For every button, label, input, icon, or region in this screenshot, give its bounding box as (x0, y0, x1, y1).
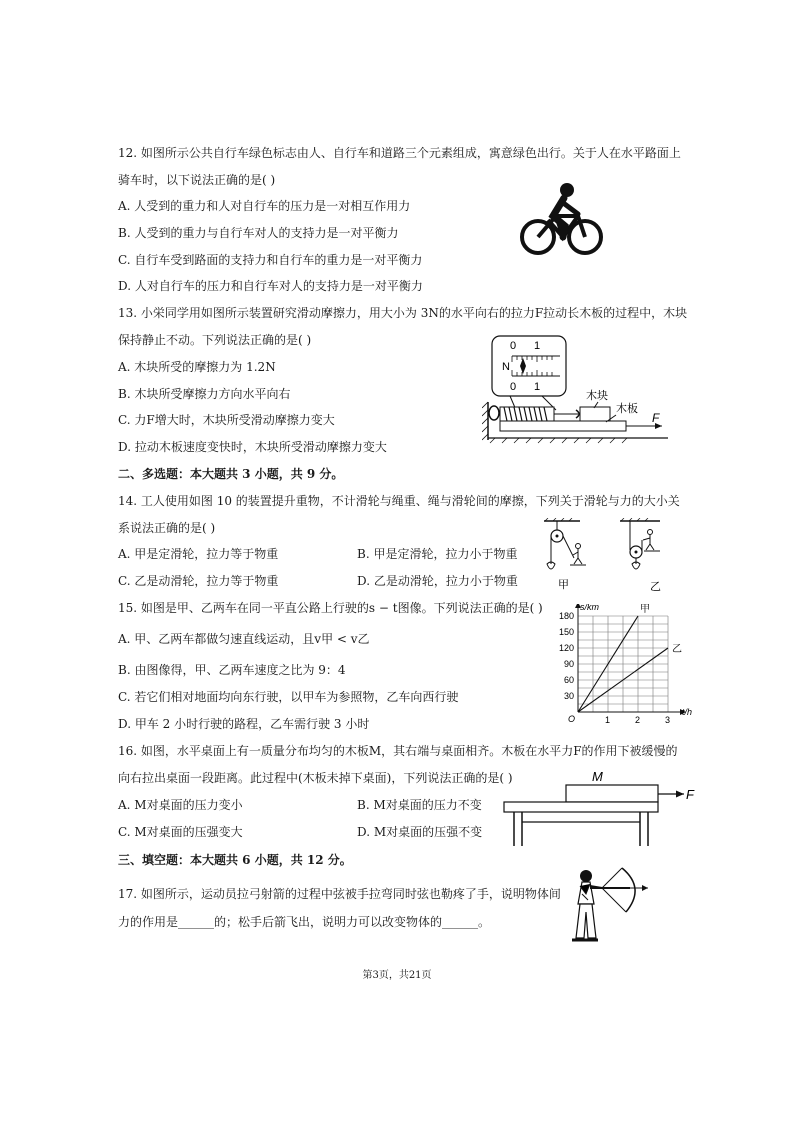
q12-stem-line1: 12. 如图所示公共自行车绿色标志由人、自行车和道路三个元素组成，寓意绿色出行。关于人在水平路面上 (118, 146, 681, 160)
y-tick-label: 120 (558, 643, 574, 653)
section-2-heading: 二、多选题：本大题共 3 小题，共 9 分。 (118, 467, 344, 481)
q12-option-b: B. 人受到的重力与自行车对人的支持力是一对平衡力 (118, 226, 399, 240)
svg-text:0: 0 (510, 381, 517, 393)
page-footer: 第3页，共21页 (362, 970, 432, 981)
q16-stem-line1: 16. 如图，水平桌面上有一质量分布均匀的木板M，其右端与桌面相齐。木板在水平力F的作用下被缓慢的 (118, 744, 678, 758)
series-label-jia: 甲 (640, 604, 650, 615)
q14-option-c: C. 乙是动滑轮，拉力等于物重 (118, 574, 279, 588)
q14-stem-line1: 14. 工人使用如图 10 的装置提升重物，不计滑轮与绳重、绳与滑轮间的摩擦，下列关于滑轮与力的大小关 (118, 494, 680, 508)
q12-option-c: C. 自行车受到路面的支持力和自行车的重力是一对平衡力 (118, 253, 423, 267)
series-label-yi: 乙 (672, 644, 682, 655)
q16-option-a: A. M对桌面的压力变小 (118, 798, 243, 812)
svg-text:0: 0 (510, 340, 517, 352)
svg-text:木块: 木块 (586, 390, 608, 402)
svg-text:乙: 乙 (650, 581, 661, 593)
section-3-heading: 三、填空题：本大题共 6 小题，共 12 分。 (118, 853, 352, 867)
q16-stem-line2: 向右拉出桌面一段距离。此过程中(木板未掉下桌面)，下列说法正确的是( ) (118, 771, 513, 785)
q13-option-c: C. 力F增大时，木块所受滑动摩擦力变大 (118, 413, 335, 427)
svg-text:甲: 甲 (558, 579, 569, 591)
svg-text:木板: 木板 (616, 403, 638, 415)
y-tick-label: 180 (558, 611, 574, 621)
friction-apparatus-figure (482, 332, 672, 447)
svg-text:N: N (502, 361, 510, 373)
y-tick-label: 60 (563, 675, 574, 685)
svg-text:1: 1 (534, 381, 541, 393)
s-t-chart (548, 604, 693, 726)
cyclist-figure (518, 180, 608, 260)
q12-stem-line2: 骑车时，以下说法正确的是( ) (118, 173, 276, 187)
q14-option-a: A. 甲是定滑轮，拉力等于物重 (118, 547, 279, 561)
y-tick-label: 150 (558, 627, 574, 637)
pulley-figure (540, 518, 670, 598)
q14-option-b: B. 甲是定滑轮，拉力小于物重 (357, 547, 518, 561)
y-axis-label: s/km (580, 604, 599, 612)
q12-option-d: D. 人对自行车的压力和自行车对人的支持力是一对平衡力 (118, 279, 423, 293)
q15-option-b: B. 由图像得，甲、乙两车速度之比为 9：4 (118, 663, 346, 677)
archer-figure (560, 864, 650, 944)
chart-tick-labels (559, 611, 670, 725)
q13-stem-line1: 13. 小栄同学用如图所示装置研究滑动摩擦力，用大小为 3N的水平向右的拉力F拉动长木板的过程中，木块 (118, 306, 688, 320)
x-tick-label: 2 (635, 715, 641, 725)
x-axis-label: t/h (682, 707, 693, 717)
q13-option-a: A. 木块所受的摩擦力为 1.2N (118, 360, 276, 374)
q14-stem-line2: 系说法正确的是( ) (118, 521, 216, 535)
q15-stem: 15. 如图是甲、乙两车在同一平直公路上行驶的s − t图像。下列说法正确的是( ) (118, 601, 543, 615)
x-tick-label: 1 (605, 715, 611, 725)
svg-text:F: F (686, 787, 694, 802)
q12-option-a: A. 人受到的重力和人对自行车的压力是一对相互作用力 (118, 199, 411, 213)
q15-option-c: C. 若它们相对地面均向东行驶，以甲车为参照物，乙车向西行驶 (118, 690, 459, 704)
q15-option-d: D. 甲车 2 小时行驶的路程，乙车需行驶 3 小时 (118, 717, 370, 731)
q17-stem-line2: 力的作用是______的；松手后箭飞出，说明力可以改变物体的______。 (118, 915, 491, 929)
y-tick-label: 90 (563, 659, 574, 669)
q16-option-c: C. M对桌面的压强变大 (118, 825, 243, 839)
origin-label: O (568, 714, 576, 724)
q13-option-b: B. 木块所受摩擦力方向水平向右 (118, 387, 291, 401)
chart-grid (578, 616, 668, 712)
q14-option-d: D. 乙是动滑轮，拉力小于物重 (357, 574, 518, 588)
q13-stem-line2: 保持静止不动。下列说法正确的是( ) (118, 333, 312, 347)
svg-text:M: M (592, 769, 603, 784)
q13-option-d: D. 拉动木板速度变快时，木块所受滑动摩擦力变大 (118, 440, 387, 454)
q16-option-b: B. M对桌面的压力不变 (357, 798, 482, 812)
x-tick-label: 3 (665, 715, 671, 725)
y-tick-label: 30 (563, 691, 574, 701)
q17-stem-line1: 17. 如图所示，运动员拉弓射箭的过程中弦被手拉弯同时弦也勒疼了手，说明物体间 (118, 887, 561, 901)
svg-text:F: F (652, 411, 660, 425)
svg-text:1: 1 (534, 340, 541, 352)
q15-option-a: A. 甲、乙两车都做匀速直线运动，且v甲 < v乙 (118, 632, 370, 646)
table-board-figure (500, 768, 695, 850)
q16-option-d: D. M对桌面的压强不变 (357, 825, 483, 839)
